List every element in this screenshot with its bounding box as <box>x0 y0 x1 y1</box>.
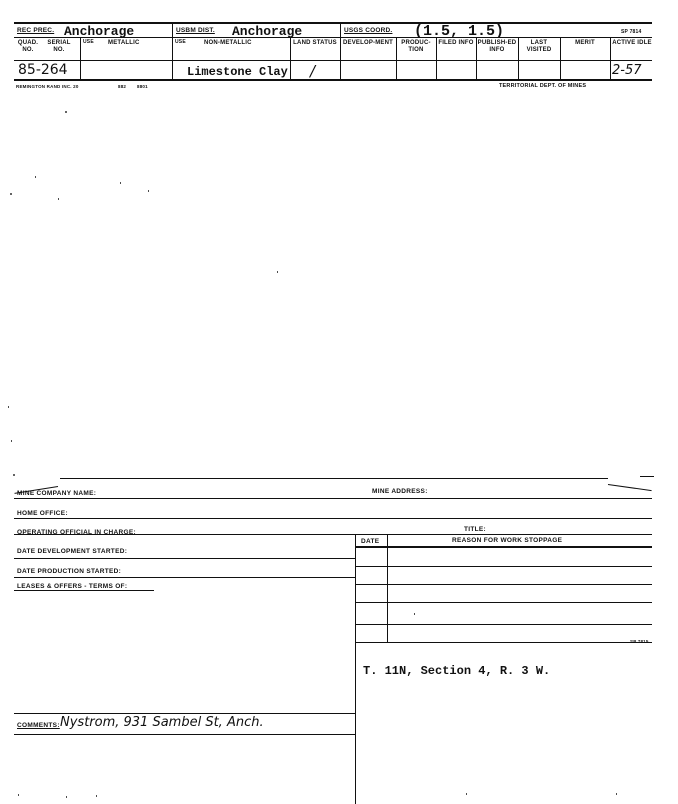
scan-speck <box>96 795 97 797</box>
col-non-metallic: NON-METALLIC <box>204 40 252 46</box>
col-production: PRODUC-TION <box>401 40 431 53</box>
col-serial-no: SERIAL NO. <box>47 40 71 53</box>
form-number-bottom: SP 7815 <box>630 639 649 644</box>
col-divider-metallic <box>80 37 81 79</box>
usbm-dist-label: USBM DIST. <box>176 27 215 34</box>
comments-label: COMMENTS: <box>17 722 60 729</box>
print-code-b: 8801 <box>137 84 148 89</box>
non-metallic-value: Limestone Clay <box>187 65 288 79</box>
scan-speck <box>466 793 467 795</box>
rule-comments <box>14 734 355 735</box>
col-divider-active <box>610 37 611 79</box>
rule-company <box>14 498 652 499</box>
scan-speck <box>11 440 12 442</box>
mine-company-name-label: MINE COMPANY NAME: <box>17 490 97 497</box>
lower-center-divider <box>355 534 356 804</box>
header-divider-1 <box>172 22 173 37</box>
scan-speck <box>10 193 12 195</box>
rule-dev-started <box>14 558 355 559</box>
date-col-divider <box>387 534 388 642</box>
scan-speck <box>8 406 9 408</box>
stoppage-row-rule <box>355 584 652 585</box>
usgs-coord-label: USGS COORD. <box>344 27 393 34</box>
col-divider-dev <box>340 37 341 79</box>
department-name: TERRITORIAL DEPT. OF MINES <box>499 83 587 89</box>
col-land-status: LAND STATUS <box>293 40 337 46</box>
leases-offers-label: LEASES & OFFERS - TERMS OF: <box>17 583 128 590</box>
stoppage-bottom-rule <box>355 642 652 643</box>
lower-top-rule-end <box>640 476 654 477</box>
stoppage-row-rule <box>355 602 652 603</box>
scan-speck <box>616 793 617 795</box>
scan-speck <box>277 271 278 273</box>
col-merit: MERIT <box>575 40 595 46</box>
rule-leases <box>14 590 154 591</box>
stoppage-row-rule <box>355 624 652 625</box>
printer-imprint: REMINGTON RAND INC. 20 <box>16 84 79 89</box>
scan-speck <box>65 111 67 113</box>
header-rule-3 <box>14 60 652 61</box>
title-label: TITLE: <box>464 526 487 533</box>
col-filed-info: FILED INFO <box>438 40 474 46</box>
scan-speck <box>58 198 59 200</box>
col-active-idle: ACTIVE IDLE <box>612 40 652 46</box>
lower-top-rule <box>60 478 608 479</box>
comments-value: Nystrom, 931 Sambel St, Anch. <box>60 715 264 730</box>
location-description: T. 11N, Section 4, R. 3 W. <box>363 664 551 678</box>
operating-official-label: OPERATING OFFICIAL IN CHARGE: <box>17 529 136 536</box>
col-metallic: METALLIC <box>108 40 140 46</box>
scan-speck <box>35 176 36 178</box>
scan-speck <box>148 190 149 192</box>
rule-home-office <box>14 518 652 519</box>
rec-prec-label: REC PREC. <box>17 27 55 34</box>
col-quad-no: QUAD. NO. <box>17 40 39 53</box>
active-idle-value: 2-57 <box>612 63 642 78</box>
reason-col-header: REASON FOR WORK STOPPAGE <box>452 537 563 544</box>
date-development-started-label: DATE DEVELOPMENT STARTED: <box>17 548 128 555</box>
col-published-info: PUBLISH-ED INFO <box>477 40 517 53</box>
col-last-visited: LAST VISITED <box>526 40 552 53</box>
land-status-mark: / <box>310 62 316 80</box>
rec-prec-value: Anchorage <box>64 24 135 39</box>
home-office-label: HOME OFFICE: <box>17 510 68 517</box>
rule-official <box>14 534 652 535</box>
quad-serial-value: 85-264 <box>18 62 68 78</box>
rule-prod-started <box>14 577 355 578</box>
scan-speck <box>13 474 15 476</box>
header-divider-2 <box>340 22 341 37</box>
scan-speck <box>120 182 121 184</box>
print-code-a: 882 <box>118 84 127 89</box>
date-production-started-label: DATE PRODUCTION STARTED: <box>17 568 122 575</box>
col-divider-land <box>290 37 291 79</box>
col-use-nonmetallic: USE <box>175 39 186 45</box>
date-col-header: DATE <box>361 538 380 545</box>
mine-address-label: MINE ADDRESS: <box>372 488 428 495</box>
scan-speck <box>66 796 67 798</box>
rule-comments-top <box>14 713 355 714</box>
col-development: DEVELOP-MENT <box>342 40 394 46</box>
header-bottom-rule <box>14 79 652 81</box>
lower-corner-curl-right <box>608 484 652 491</box>
usgs-coord-value: (1.5, 1.5) <box>414 23 505 40</box>
stoppage-row-rule <box>355 566 652 567</box>
scan-speck <box>18 794 19 796</box>
col-divider-nonmetallic <box>172 37 173 79</box>
usbm-dist-value: Anchorage <box>232 24 303 39</box>
scan-speck <box>414 613 415 615</box>
header-rule-2 <box>14 37 652 38</box>
form-number-top: SP 7814 <box>621 29 642 35</box>
col-use-metallic: USE <box>83 39 94 45</box>
stoppage-header-rule <box>355 546 652 548</box>
